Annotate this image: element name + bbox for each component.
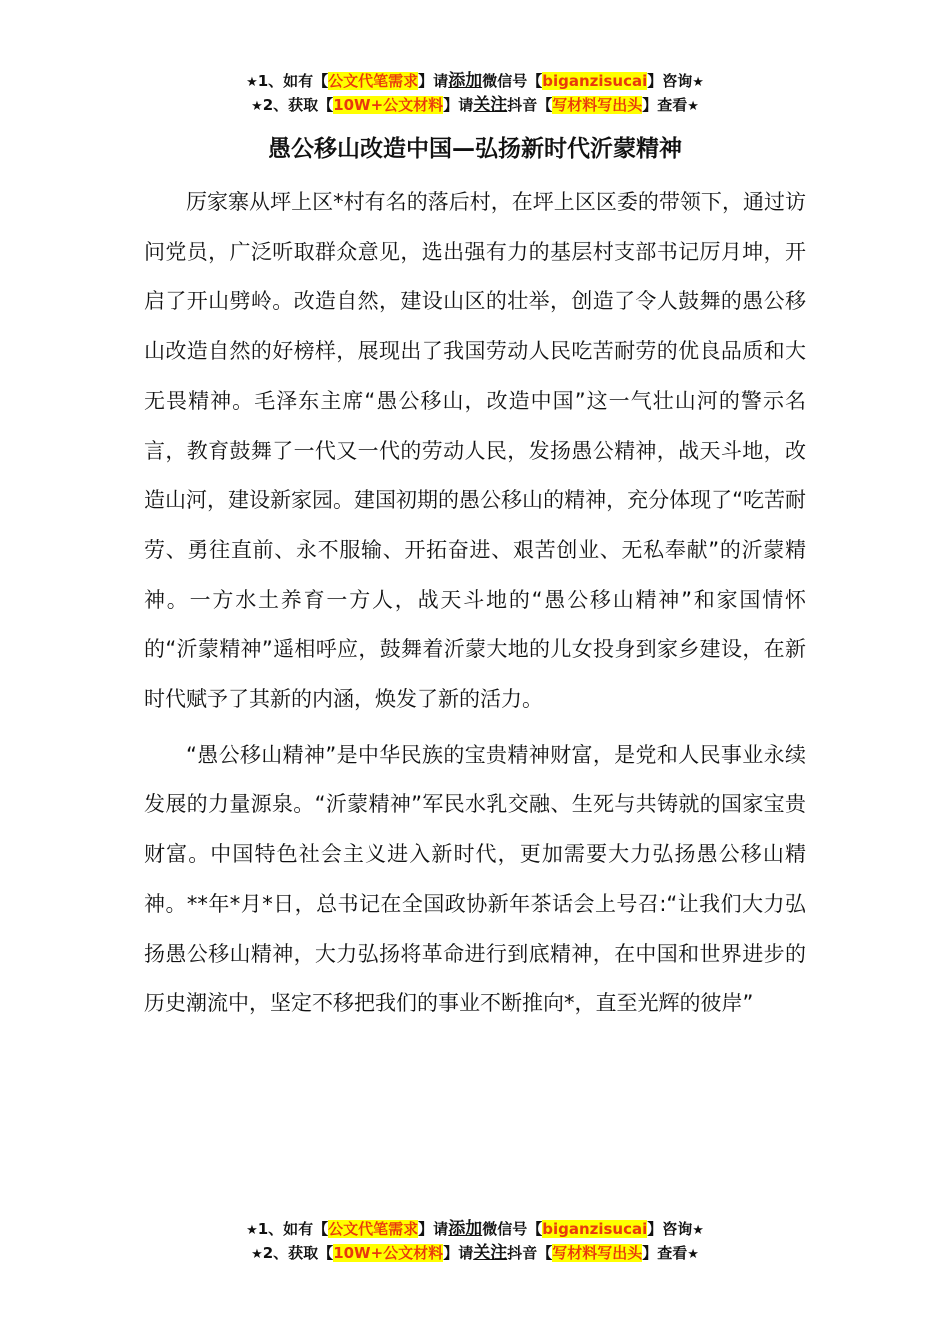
ad-line-1 — [0, 1218, 950, 1242]
star-icon: ★ — [687, 99, 699, 114]
star-icon: ★ — [687, 1247, 699, 1262]
ad-text: 微信号【 — [482, 72, 543, 90]
ad-text: 】查看 — [642, 96, 688, 114]
star-icon: ★ — [246, 1223, 258, 1238]
ad-text: 】请 — [443, 1244, 474, 1262]
ad-highlight: biganzisucai — [542, 1220, 648, 1238]
ad-highlight: 写材料写出头 — [552, 1244, 643, 1262]
ad-text: 2、获取【 — [262, 96, 334, 114]
ad-line-2 — [0, 94, 950, 118]
ad-text: 微信号【 — [482, 1220, 543, 1238]
star-icon: ★ — [251, 1247, 263, 1262]
ad-text: 抖音【 — [507, 96, 553, 114]
ad-highlight: 公文代笔需求 — [328, 72, 419, 90]
ad-text: 】请 — [443, 96, 474, 114]
ad-text: 抖音【 — [507, 1244, 553, 1262]
footer-ad-banner — [0, 1218, 950, 1266]
ad-underline: 关注 — [473, 1243, 508, 1263]
ad-text: 2、获取【 — [262, 1244, 334, 1262]
ad-text: 】请 — [418, 1220, 449, 1238]
ad-text: 】咨询 — [647, 72, 693, 90]
ad-underline: 添加 — [448, 71, 483, 91]
ad-text: 】咨询 — [647, 1220, 693, 1238]
star-icon: ★ — [692, 75, 704, 90]
star-icon: ★ — [251, 99, 263, 114]
header-ad-banner — [0, 70, 950, 118]
ad-highlight: 10W+公文材料 — [333, 96, 444, 114]
ad-text: 1、如有【 — [257, 72, 329, 90]
star-icon: ★ — [692, 1223, 704, 1238]
paragraph: 厉家寨从坪上区*村有名的落后村，在坪上区区委的带领下，通过访问党员，广泛听取群众意见，选出强有力的基层村支部书记厉月坤，开启了开山劈岭。改造自然，建设山区的壮举，创造了令人鼓舞的愚公移山改造自然的好榜样，展现出了我国劳动人民吃苦耐劳的优良品质和大无畏精神。毛泽东主席“愚公移山，改造中国”这一气壮山河的警示名言，教育鼓舞了一代又一代的劳动人民，发扬愚公精神，战天斗地，改造山河，建设新家园。建国初期的愚公移山的精神，充分体现了“吃苦耐劳、勇往直前、永不服输、开拓奋进、艰苦创业、无私奉献”的沂蒙精神。一方水土养育一方人，战天斗地的“愚公移山精神”和家国情怀的“沂蒙精神”遥相呼应，鼓舞着沂蒙大地的儿女投身到家乡建设，在新时代赋予了其新的内涵，焕发了新的活力。 — [144, 190, 806, 712]
ad-text: 】请 — [418, 72, 449, 90]
ad-line-2 — [0, 1242, 950, 1266]
ad-highlight: 写材料写出头 — [552, 96, 643, 114]
ad-text: 1、如有【 — [257, 1220, 329, 1238]
ad-text: 】查看 — [642, 1244, 688, 1262]
document-body — [144, 178, 806, 1029]
ad-line-1 — [0, 70, 950, 94]
document-title: 愚公移山改造中国—弘扬新时代沂蒙精神 — [268, 136, 682, 162]
ad-underline: 关注 — [473, 95, 508, 115]
ad-underline: 添加 — [448, 1219, 483, 1239]
star-icon: ★ — [246, 75, 258, 90]
ad-highlight: biganzisucai — [542, 72, 648, 90]
ad-highlight: 10W+公文材料 — [333, 1244, 444, 1262]
ad-highlight: 公文代笔需求 — [328, 1220, 419, 1238]
paragraph: “愚公移山精神”是中华民族的宝贵精神财富，是党和人民事业永续发展的力量源泉。“沂蒙精神”军民水乳交融、生死与共铸就的国家宝贵财富。中国特色社会主义进入新时代，更加需要大力弘扬愚公移山精神。**年*月*日，总书记在全国政协新年茶话会上号召:“让我们大力弘扬愚公移山精神，大力弘扬将革命进行到底精神，在中国和世界进步的历史潮流中，坚定不移把我们的事业不断推向*，直至光辉的彼岸” — [144, 742, 806, 1016]
